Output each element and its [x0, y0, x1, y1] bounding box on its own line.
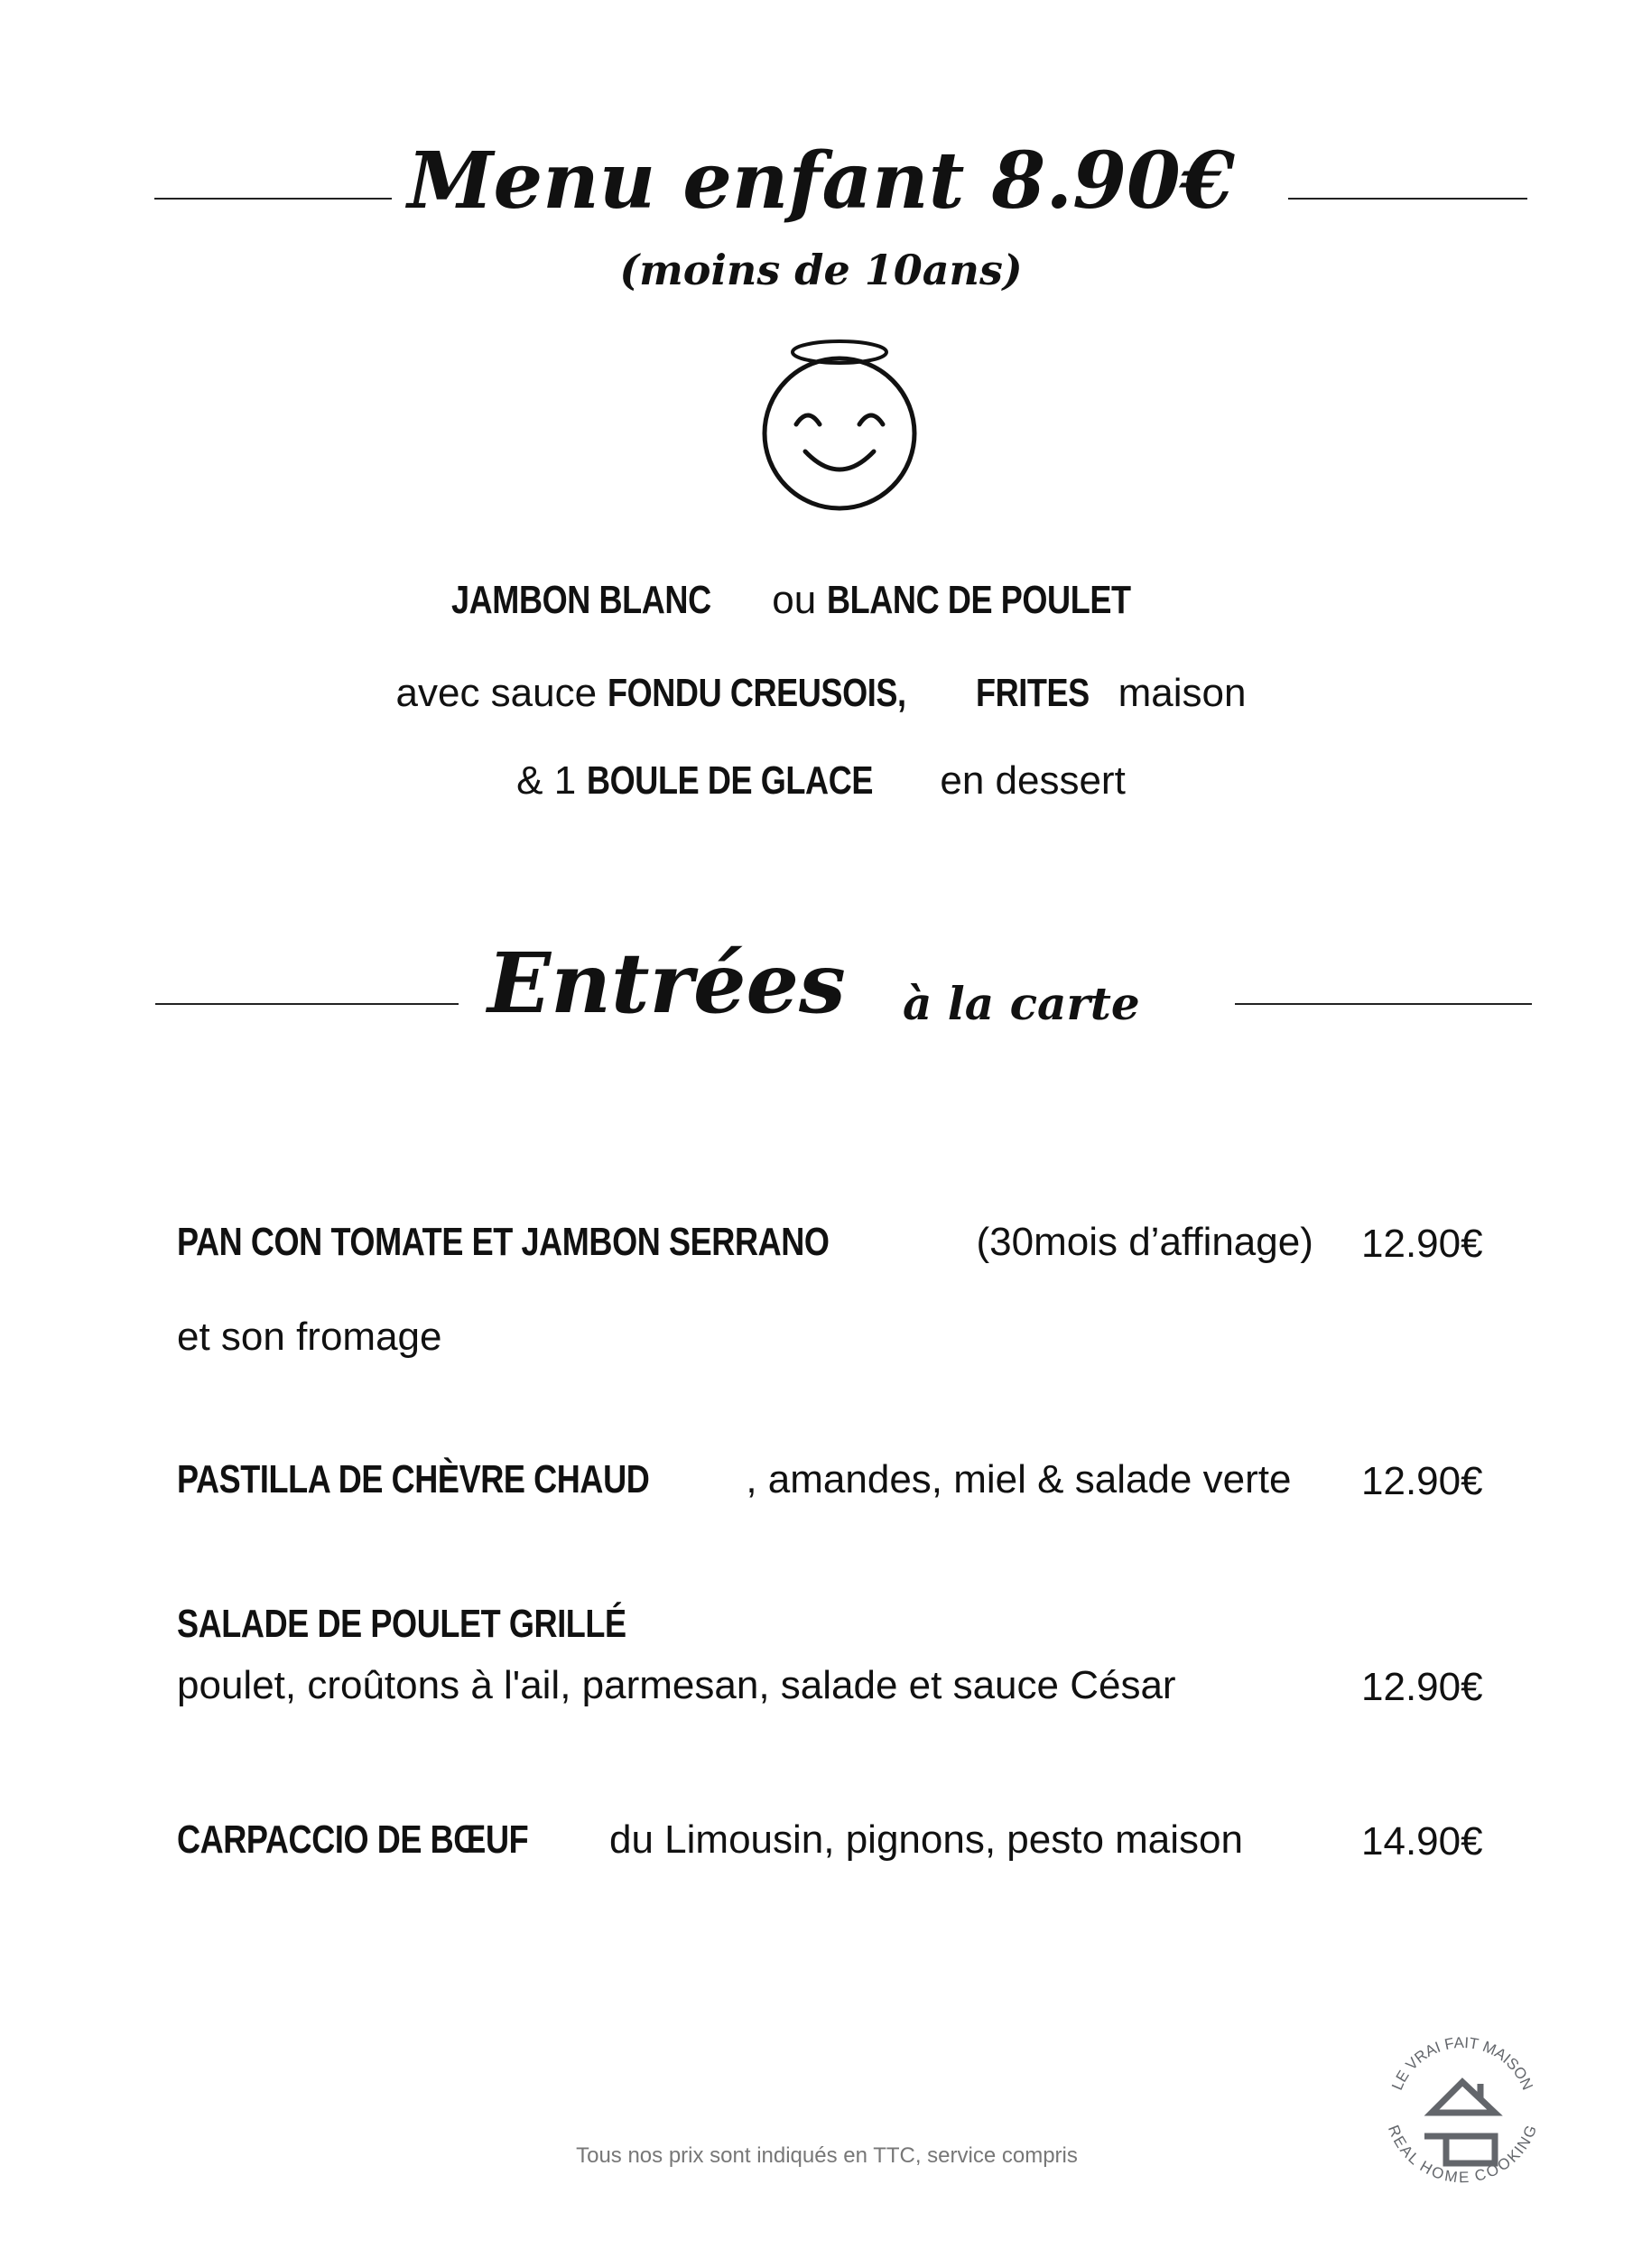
- kids-menu-line-2: [0, 671, 1642, 715]
- menu-item-price: 12.90€: [1361, 1222, 1483, 1266]
- dish-description: (30mois d’affinage): [965, 1220, 1313, 1264]
- footer-note: Tous nos prix sont indiqués en TTC, service compris: [576, 2143, 1078, 2168]
- menu-item-name: [177, 1604, 718, 1644]
- text: avec sauce: [395, 671, 608, 715]
- dish-name: JAMBON BLANC: [451, 578, 711, 622]
- text: & 1: [516, 758, 588, 803]
- side-name: FRITES: [975, 671, 1090, 715]
- dish-description: poulet, croûtons à l'ail, parmesan, salade et sauce César: [177, 1663, 1176, 1707]
- dish-description: du Limousin, pignons, pesto maison: [598, 1817, 1243, 1862]
- starters-subtitle: à la carte: [903, 977, 1140, 1030]
- divider-line: [155, 1003, 459, 1005]
- menu-item-price: 12.90€: [1361, 1459, 1483, 1503]
- dish-name: BLANC DE POULET: [827, 578, 1132, 622]
- sauce-name: FONDU CREUSOIS,: [608, 671, 906, 715]
- logo-top-text: LE VRAI FAIT MAISON: [1388, 2033, 1536, 2093]
- angel-smiley-icon: [749, 334, 930, 515]
- menu-item-name: [177, 1222, 1313, 1262]
- house-icon: [1424, 2082, 1495, 2163]
- logo-bottom-text: REAL HOME COOKING: [1384, 2123, 1541, 2187]
- menu-item-name: [177, 1817, 1243, 1862]
- dish-description: , amandes, miel & salade verte: [746, 1457, 1292, 1501]
- kids-menu-line-3: [0, 758, 1642, 803]
- menu-item-name: [177, 1457, 1292, 1501]
- dish-name: CARPACCIO DE BŒUF: [177, 1817, 529, 1862]
- starters-title: Entrées: [487, 934, 846, 1032]
- text: en dessert: [929, 758, 1126, 803]
- divider-line: [1235, 1003, 1532, 1005]
- fait-maison-logo: [1372, 2013, 1553, 2194]
- menu-item-price: 12.90€: [1361, 1665, 1483, 1709]
- text: maison: [1107, 671, 1247, 715]
- dish-description: et son fromage: [177, 1315, 442, 1359]
- connector-text: ou: [761, 578, 828, 622]
- dish-name: SALADE DE POULET GRILLÉ: [177, 1602, 626, 1646]
- dish-name: PAN CON TOMATE ET JAMBON SERRANO: [177, 1220, 830, 1264]
- kids-menu-title: Menu enfant 8.90€: [407, 135, 1235, 227]
- menu-item-price: 14.90€: [1361, 1819, 1483, 1864]
- kids-menu-subtitle: (moins de 10ans): [619, 246, 1023, 294]
- kids-menu-line-1: [0, 578, 1642, 622]
- spacer: [965, 671, 976, 715]
- dessert-name: BOULE DE GLACE: [587, 758, 874, 803]
- dish-name: PASTILLA DE CHÈVRE CHAUD: [177, 1457, 650, 1501]
